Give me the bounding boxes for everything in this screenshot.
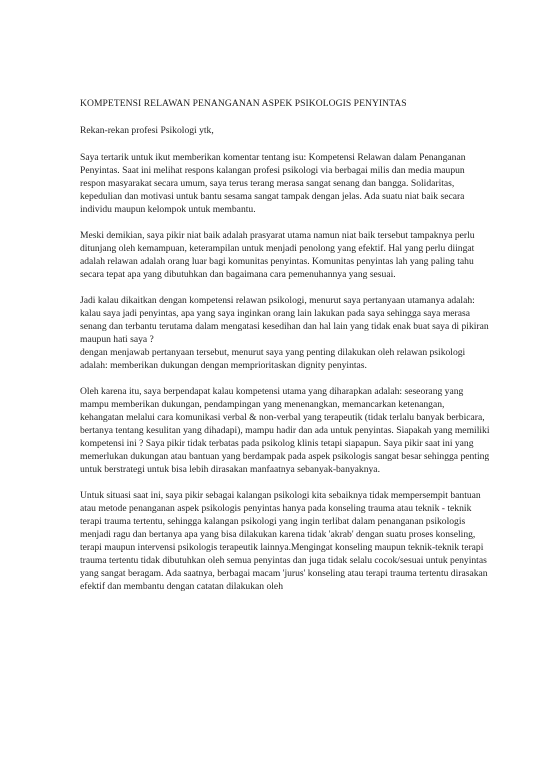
paragraph-2: Meski demikian, saya pikir niat baik adalah prasyarat utama namun niat baik tersebut tampaknya perlu ditunjang oleh kemampuan, keterampilan untuk menjadi penolong yang efektif. Hal yang perlu diingat adalah relawan adalah orang luar bagi komunitas penyintas. Komunitas penyintas lah yang paling tahu secara tepat apa yang dibutuhkan dan bagaimana cara pemenuhannya yang sesuai. <box>80 230 475 280</box>
document-title: KOMPETENSI RELAWAN PENANGANAN ASPEK PSIKOLOGIS PENYINTAS <box>80 98 407 109</box>
paragraph-3 <box>80 294 490 372</box>
paragraph-5: Untuk situasi saat ini, saya pikir sebagai kalangan psikologi kita sebaiknya tidak mempersempit bantuan atau metode penanganan aspek psikologis penyintas hanya pada konseling trauma atau teknik - teknik terapi trauma tertentu, sehingga kalangan psikologi yang ingin terlibat dalam penanganan psikologis menjadi ragu dan bertanya apa yang bisa dilakukan karena tidak 'akrab' dengan suatu proses konseling, terapi maupun intervensi psikologis terapeutik lainnya.Mengingat konseling maupun teknik-teknik terapi trauma tertentu tidak dibutuhkan oleh semua penyintas dan juga tidak selalu cocok/sesuai untuk penyintas yang sangat beragam. Ada saatnya, berbagai macam 'jurus' konseling atau terapi trauma tertentu dirasakan efektif dan membantu dengan catatan dilakukan oleh <box>80 490 488 592</box>
paragraph-3-answer: dengan menjawab pertanyaan tersebut, menurut saya yang penting dilakukan oleh relawan psikologi adalah: memberikan dukungan dengan memprioritaskan dignity penyintas. <box>80 347 466 371</box>
paragraph-3-intro: Jadi kalau dikaitkan dengan kompetensi relawan psikologi, menurut saya pertanyaan utamanya adalah: <box>80 295 475 306</box>
greeting: Rekan-rekan profesi Psikologi ytk, <box>80 125 214 136</box>
paragraph-4: Oleh karena itu, saya berpendapat kalau kompetensi utama yang diharapkan adalah: seseorang yang mampu memberikan dukungan, pendampingan yang menenangkan, memancarkan ketenangan, kehangatan melalui cara komunikasi verbal & non-verbal yang terapeutik (tidak terlalu banyak berbicara, bertanya tentang kesulitan yang dihadapi), mampu hadir dan ada untuk penyintas. Siapakah yang memiliki kompetensi ini ? Saya pikir tidak terbatas pada psikolog klinis tetapi siapapun. Saya pikir saat ini yang memerlukan dukungan atau bantuan yang berdampak pada aspek psikologis sangat besar sehingga penting untuk berstrategi untuk bisa lebih dirasakan manfaatnya sebanyak-banyaknya. <box>80 386 490 475</box>
paragraph-3-question: kalau saya jadi penyintas, apa yang saya inginkan orang lain lakukan pada saya sehingga saya merasa senang dan terbantu terutama dalam mengatasi kesedihan dan hal lain yang tidak enak buat saya di pikiran maupun hati saya ? <box>80 308 489 345</box>
paragraph-1: Saya tertarik untuk ikut memberikan komentar tentang isu: Kompetensi Relawan dalam Penanganan Penyintas. Saat ini melihat respons kalangan profesi psikologi via berbagai milis dan media maupun respon masyarakat secara umum, saya terus terang merasa sangat senang dan bangga. Solidaritas, kepedulian dan motivasi untuk bantu sesama sangat tampak dengan jelas. Ada suatu niat baik secara individu maupun kelompok untuk membantu. <box>80 152 466 215</box>
